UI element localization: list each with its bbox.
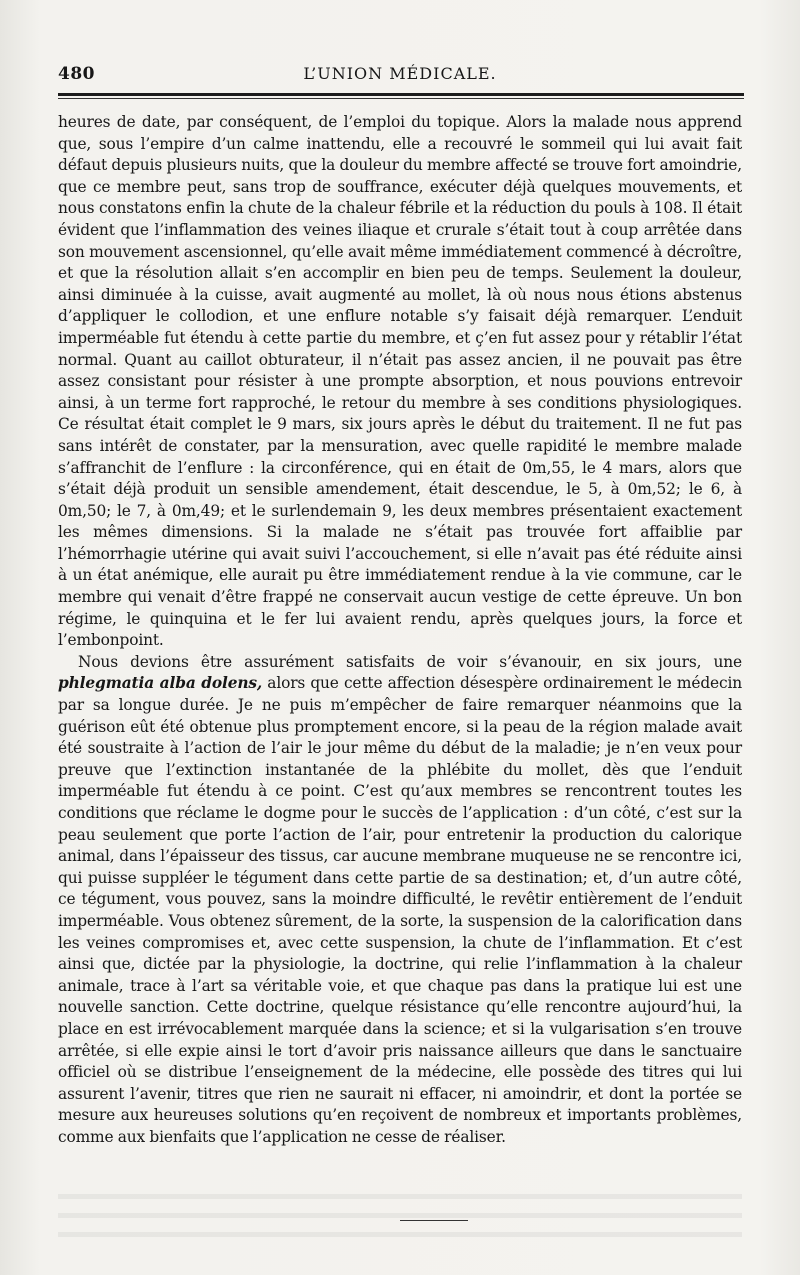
page-header <box>58 62 742 90</box>
page-number: 480 <box>58 64 95 84</box>
text-run: heures de date, par conséquent, de l’emploi du topique. Alors la malade nous apprend que, sous l’empire d’un calme inattendu, elle a recouvré le sommeil qui lui avait fait défaut depuis plusieurs nuits, que la douleur du membre affecté se trouve fort amoindrie, que ce membre peut, sans trop de souffrance, exécuter déjà quelques mouvements, et nous constatons enfin la chute de la chaleur fébrile et la réduction du pouls à 108. Il était évident que l’inflammation des veines iliaque et crurale s’était tout à coup arrêtée dans son mouvement ascensionnel, qu’elle avait même immédiatement commencé à décroître, et que la résolution allait s’en accomplir en bien peu de temps. Seulement la douleur, ainsi diminuée à la cuisse, avait augmenté au mollet, là où nous nous étions abstenus d’appliquer le collodion, et une enflure notable s’y faisait déjà remarquer. L’enduit imperméable fut étendu à cette partie du membre, et ç’en fut assez pour y rétablir l’état normal. Quant au caillot obturateur, il n’était pas assez ancien, il ne pouvait pas être assez consistant pour résister à une prompte absorption, et nous pouvions entrevoir ainsi, à un terme fort rapproché, le retour du membre à ses conditions physiologiques. Ce résultat était complet le 9 mars, six jours après le début du traitement. Il ne fut pas sans intérêt de constater, par la mensuration, avec quelle rapidité le membre malade s’affranchit de l’enflure : la circonférence, qui en était de 0m,55, le 4 mars, alors que s’était déjà produit un sensible amendement, était descendue, le 5, à 0m,52; le 6, à 0m,50; le 7, à 0m,49; et le surlendemain 9, les deux membres présentaient exactement les mêmes dimensions. Si la malade ne s’était pas trouvée fort affaiblie par l’hémorrhagie utérine qui avait suivi l’accouchement, si elle n’avait pas été réduite ainsi à un état anémique, elle aurait pu être immédiatement rendue à la vie commune, car le membre qui venait d’être frappé ne conservait aucun vestige de cette épreuve. Un bon régime, le quinquina et le fer lui avaient rendu, après quelques jours, la force et l’embonpoint. <box>58 113 742 650</box>
show-through-bleed <box>58 1180 742 1250</box>
header-rule <box>58 93 744 96</box>
italic-phrase: phlegmatia alba dolens, <box>58 674 263 693</box>
paragraph <box>58 112 742 652</box>
header-rule-thin <box>58 98 744 99</box>
paragraph <box>58 652 742 1149</box>
running-head: L’UNION MÉDICALE. <box>303 64 497 83</box>
text-run: alors que cette affection désespère ordinairement le médecin par sa longue durée. Je ne puis m’empêcher de faire remarquer néanmoins que la guérison eût été obtenue plus promptement encore, si la peau de la région malade avait été soustraite à l’action de l’air le jour même du début de la maladie; je n’en veux pour preuve que l’extinction instantanée de la phlébite du mollet, dès que l’enduit imperméable fut étendu à ce point. C’est qu’aux membres se rencontrent toutes les conditions que réclame le dogme pour le succès de l’application : d’un côté, c’est sur la peau seulement que porte l’action de l’air, pour entretenir la production du calorique animal, dans l’épaisseur des tissus, car aucune membrane muqueuse ne se rencontre ici, qui puisse suppléer le tégument dans cette partie de sa destination; et, d’un autre côté, ce tégument, vous pouvez, sans la moindre difficulté, le revêtir entièrement de l’enduit imperméable. Vous obtenez sûrement, de la sorte, la suspension de la calorification dans les veines compromises et, avec cette suspension, la chute de l’inflammation. Et c’est ainsi que, dictée par la physiologie, la doctrine, qui relie l’inflammation à la chaleur animale, trace à l’art sa véritable voie, et que chaque pas dans la pratique lui est une nouvelle sanction. Cette doctrine, quelque résistance qu’elle rencontre aujourd’hui, la place en est irrévocablement marquée dans la science; et si la vulgarisation s’en trouve arrêtée, si elle expie ainsi le tort d’avoir pris naissance ailleurs que dans le sanctuaire officiel où se distribue l’enseignement de la médecine, elle possède des titres qui lui assurent l’avenir, titres que rien ne saurait ni effacer, ni amoindrir, et dont la portée se mesure aux heureuses solutions qu’en reçoivent de nombreux et importants problèmes, comme aux bienfaits que l’application ne cesse de réaliser. <box>58 674 742 1146</box>
end-rule <box>400 1220 468 1221</box>
text-run: Nous devions être assurément satisfaits de voir s’évanouir, en six jours, une <box>78 652 742 671</box>
body-text <box>58 112 742 1149</box>
